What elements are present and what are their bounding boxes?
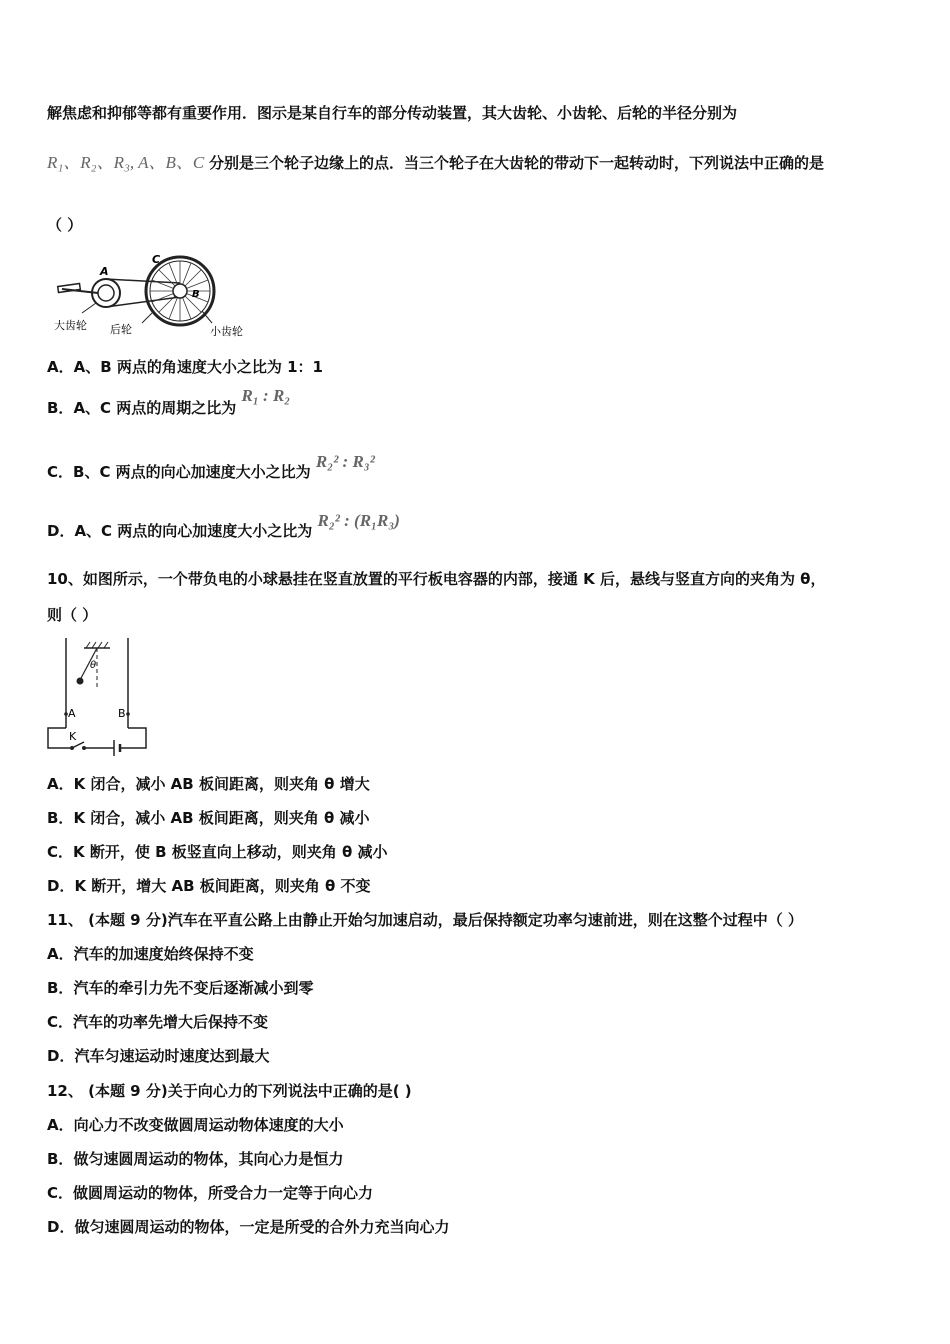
- q10-stem-line1: 10、如图所示，一个带负电的小球悬挂在竖直放置的平行板电容器的内部，接通 K 后，悬线与竖直方向的夹角为 θ，: [47, 570, 826, 588]
- q12-stem: 12、 (本题 9 分)关于向心力的下列说法中正确的是( ): [47, 1082, 412, 1100]
- q9-option-d: D．A、C 两点的向心加速度大小之比为 R₂² : (R₁R₃): [47, 511, 400, 540]
- q9-intro: 解焦虑和抑郁等都有重要作用．图示是某自行车的部分传动装置，其大齿轮、小齿轮、后轮的半径分别为: [47, 104, 738, 122]
- q9-option-b-formula: R₁ : R₂: [241, 386, 291, 405]
- q10-option-a: A．K 闭合，减小 AB 板间距离，则夹角 θ 增大: [47, 775, 370, 793]
- fig-label-plate-a: A: [68, 707, 76, 720]
- q10-option-c: C．K 断开，使 B 板竖直向上移动，则夹角 θ 减小: [47, 843, 388, 861]
- q9-line2: [47, 153, 824, 173]
- fig-label-c: C: [152, 253, 161, 266]
- fig-label-plate-b: B: [118, 707, 126, 720]
- fig-label-k: K: [69, 730, 77, 743]
- q10-option-b: B．K 闭合，减小 AB 板间距离，则夹角 θ 减小: [47, 809, 370, 827]
- q9-option-c-formula: R₂² : R₃²: [315, 452, 375, 471]
- q12-option-d: D．做匀速圆周运动的物体，一定是所受的合外力充当向心力: [47, 1218, 450, 1236]
- bicycle-figure: [52, 253, 262, 337]
- q9-option-a: A．A、B 两点的角速度大小之比为 1：1: [47, 358, 323, 376]
- q9-option-d-formula: R₂² : (R₁R₃): [317, 511, 400, 530]
- fig-label-b: B: [192, 289, 200, 300]
- q11-option-a: A．汽车的加速度始终保持不变: [47, 945, 254, 963]
- q12-option-c: C．做圆周运动的物体，所受合力一定等于向心力: [47, 1184, 374, 1202]
- q11-option-d: D．汽车匀速运动时速度达到最大: [47, 1047, 270, 1065]
- fig-label-theta: θ: [90, 660, 97, 671]
- q12-option-a: A．向心力不改变做圆周运动物体速度的大小: [47, 1116, 344, 1134]
- q11-stem: 11、 (本题 9 分)汽车在平直公路上由静止开始匀加速启动，最后保持额定功率匀速前进，则在这整个过程中（ ）: [47, 911, 803, 929]
- q12-option-b: B．做匀速圆周运动的物体，其向心力是恒力: [47, 1150, 344, 1168]
- q11-option-c: C．汽车的功率先增大后保持不变: [47, 1013, 269, 1031]
- capacitor-figure: [44, 636, 154, 760]
- q9-option-c: C．B、C 两点的向心加速度大小之比为 R₂² : R₃²: [47, 452, 375, 481]
- q9-paren: （ ）: [47, 216, 83, 234]
- q11-option-b: B．汽车的牵引力先不变后逐渐减小到零: [47, 979, 314, 997]
- q9-formula-vars: R₁、R₂、R₃, A、B、C: [47, 153, 205, 172]
- fig-label-a: A: [100, 265, 109, 278]
- q10-stem-line2: 则（ ）: [47, 606, 98, 624]
- fig-label-big-gear: 大齿轮: [54, 319, 87, 332]
- fig-label-small-gear: 小齿轮: [210, 325, 243, 337]
- q9-line2-text: 分别是三个轮子边缘上的点．当三个轮子在大齿轮的带动下一起转动时，下列说法中正确的是: [208, 154, 824, 172]
- q9-option-b: B．A、C 两点的周期之比为 R₁ : R₂: [47, 386, 291, 417]
- q10-option-d: D．K 断开，增大 AB 板间距离，则夹角 θ 不变: [47, 877, 371, 895]
- fig-label-rear-wheel: 后轮: [110, 323, 132, 336]
